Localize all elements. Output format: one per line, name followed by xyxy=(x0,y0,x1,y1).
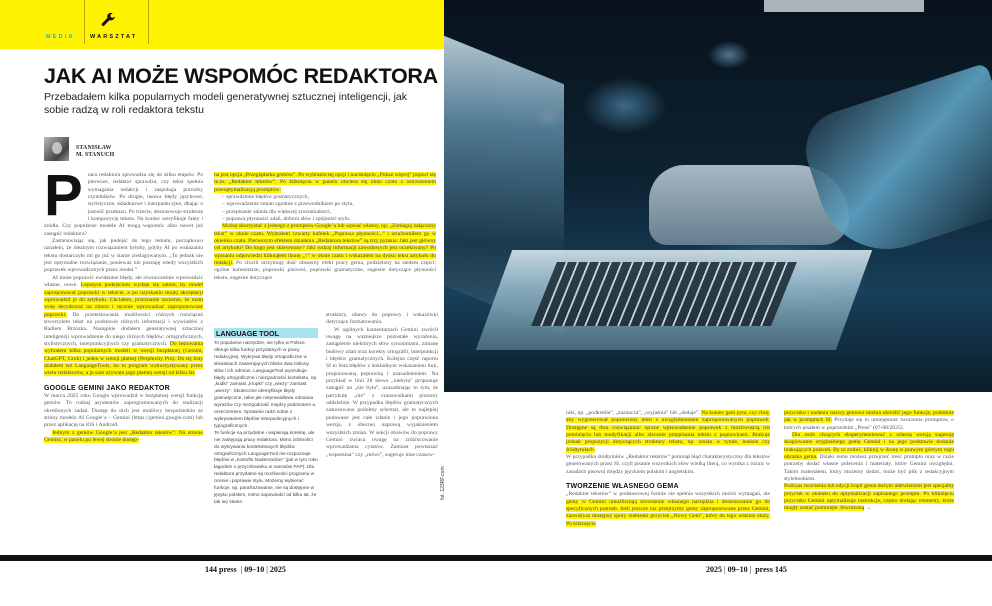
sidebar-body: To popularne narzędzie, nie tylko w Polsce, oferuje kilka funkcji przydatnych w pracy redakcyjnej. Wykrywa błędy ortograficzne w słownikach zawierających blisko dwa miliony słów i ich odmian. LanguageTool wyszukuje błędy ortograficzne i niezgodności kontekstu, np. „kudki” zamiast „kropki” czy „wieży” zamiast „wierzy”. Skutecznie identyfikuje błędy gramatyczne, takie jak nieprawidłowa odmiana wyrazów czy niezgodność między podmiotem a orzeczeniem. Sprawnie radzi sobie z wykrywaniem błędów interpunkcyjnych i typograficznych. Te funkcje są przydatne i wspierają korektę, ale nie zastępują pracy redaktora. Mimo zdolności do wykrywania kontekstowych błędów ortograficznych LanguageTool nie rozpoznaje błędów w „Kartoflo Nadervacilov” (jak w tym roku łagodnie o przyczłowieku w narratów PAP). Dla redaktora przydatne są możliwości programu w ocenie i poprawie stylu. Możemy wybierać funkcje, np. parafrazowanie, nie są dostępne w języku polskim, mimo zapowiedzi od kilku lat, że tak się stanie. xyxy=(214,341,318,505)
highlighted-text: Lepszym podejściem wydaje się zatem, by model zaproponował poprawki w tekście, a po uzyskaniu mojej akceptacji wprowadził je do artykułu. Chciałem, przeznanie szczerze, że mam wolę decydować na zimno i ręcznie wprowadzać zaproponowane poprawki. xyxy=(44,282,203,318)
continuation-arrow-icon: → xyxy=(865,505,872,512)
paragraph: W przypadku śródtytułów „Redaktor tekstów” pominął błąd charakterystyczny dla tekstów generowanych przez SI, czyli pisanie wszystkich słów wielką literą, co wynika z różnic w zasadach pisowni między językiem polskim i angielskim. xyxy=(566,454,770,475)
highlighted-text: na jest opcja „Przeglądarka gemów”. Po wybraniu tej opcji i naciśnięciu „Pokaż więcej” pojawi się m.in. „Redaktor tekstów”. Po kliknięciu w panelu otwiera się okno czatu z ostrzeżeniem przeoptymalizacją promptów: xyxy=(214,172,436,193)
highlighted-text: Do testowania wybrałem kilka popularnych modeli w wersji bezpłatnej (Gemini, ChatGPT, Grok) i jeden w wersji płatnej (Perplexity Pro). Do tej listy dodałem też LanguageTools, bo to program wykorzystywany przez wielu redaktorów, a ja sam używam jego płatnej wersji od kilku lat. xyxy=(44,340,204,377)
text-column-2 xyxy=(214,172,436,282)
issue: 09–10 xyxy=(727,565,748,574)
section-heading: TWORZENIE WŁASNEGO GEMA xyxy=(566,483,679,491)
list-item: – poprawa płynności zdań, doboru słów i spójności stylu. xyxy=(222,216,351,223)
paragraph: W ogólnych komentarzach Gemini zwrócił uwagę na ważniejsze pozostałe wyrażenia, zastąpienie niektórych słów synonimami, zmianę budowy zdań oraz korekty ortografii, interpunkcji i błędów gramatycznych. Kolejna część raportu SI to lista błędów z dokładnym wskazaniem linii, proponowaną poprawką i uzasadnieniem. Na przykład w linii 28 słowo „niebyła” proponuje zastąpić na „nie była”, uzasadniając to tym, że partykułę „nie” z czasownikami piszemy oddzielnie. W przypadku błędów gramatycznych zastosowano podobny schemat, ale to najlepiej podawane jest całe zdanie i jego poprawiona wersja, z obecnej naprawą wyjaśnieniem wszystkich zmian. W sekcji obawów do poprawy Gemini zwraca uwagę na zróżnicowanie wprowadzania cytatów. Zamiast powtarzać „wspomina” czy „mówi”, sugeruje inne czasow- xyxy=(326,326,438,458)
intro-paragraph: Praca redaktora sprowadza się do kilku etapów. Po pierwsze, redaktor sprawdza, czy tekst spełnia wymagania redakcji i zaspokaja potrzeby czytelników. Po drugie, usuwa błędy językowe, stylistyczne, składniowe i interpunkcyjne, dbając o jasność przekazu. Po trzecie, dostosowuje strukturę i kompozycję tekstu. Na koniec weryfikuje fakty i źródła. Czy popularne modele AI mogą wspomóc albo nawet już zastąpić redaktora? xyxy=(44,163,203,237)
header-divider xyxy=(84,0,85,44)
page-number: 145 xyxy=(774,565,787,574)
list-item: – wprowadzenie zmian zgodnie z przewodnikiem po stylu, xyxy=(222,201,354,208)
list-item: – przepisanie zdania dla większej zrozumiałości, xyxy=(222,208,332,215)
paragraph: W marcu 2025 roku Google wprowadził w bezpłatnej wersji funkcję gemów. To rodzaj asystentów zaprogramowanych do realizacji określonych zadań. Dostęp do nich jest możliwy bezpośrednio ze strony modelu AI Google’a – Gemini (https://gemini.google.com) lub przez aplikację na iOS i Android. xyxy=(44,392,203,429)
list-item: – sprawdzenie błędów gramatycznych, xyxy=(222,194,309,201)
drop-cap: P xyxy=(44,163,83,228)
text-column-5 xyxy=(784,410,954,513)
hero-photo-ai-robot-hand-laptop xyxy=(444,0,992,392)
subsection-label: WARSZTAT xyxy=(90,34,138,40)
header-divider xyxy=(148,0,149,44)
article-subtitle: Przebadałem kilka popularnych modeli generatywnej sztucznej inteligencji, jak sobie radzą w roli redaktora tekstu xyxy=(44,91,408,116)
section-header-band xyxy=(0,0,444,49)
sidebar-title: LANGUAGE TOOL xyxy=(214,328,318,338)
folio-left: 144 press | 09–10 | 2025 xyxy=(205,565,286,574)
year: 2025 xyxy=(706,565,722,574)
laptop-keyboard xyxy=(531,262,797,326)
author-photo xyxy=(44,137,69,161)
highlighted-text: Na koniec gem pyta, czy chcę, aby wygenerował poprawiony tekst z uwzględnieniem zaproponowanych poprawek. Dostępne są dwa rozwiązania: ręczne wprowadzenie poprawek z możliwością ich pominięcia lub modyfikacji albo zlecenie przepisania tekstu z poprawkami. Brakuje jednak propozycji dotyczących struktury tekstu, np. zmian w tytule, leadzie czy śródtytułach. xyxy=(566,410,770,453)
section-heading: GOOGLE GEMINI JAKO REDAKTOR xyxy=(44,384,170,392)
paragraph: niki, np. „podkreśla”, „zaznacza”, „wyjaśnia” lub „dodaje”. Na koniec gem pyta, czy chcę, aby wygenerował poprawiony tekst z uwzględnieniem zaproponowanych poprawek. Dostępne są dwa rozwiązania: ręczne wprowadzenie poprawek z możliwością ich pominięcia lub modyfikacji albo zlecenie przepisania tekstu z poprawkami. Brakuje jednak propozycji dotyczących struktury tekstu, np. zmian w tytule, leadzie czy śródtytułach. xyxy=(566,410,770,453)
highlighted-text: gemy w Gemini umożliwiają stworzenie własnego narzędzia i dostosowanie go do specyficznych potrzeb. Jeśli jeszcze raz przejrzymy gemy zaproponowane przez Gemini, zauważysz dostępny spory niebieski przycisk „Nowy Gem”, który do tego właśnie służy. Po kliknięciu xyxy=(566,498,770,527)
prompt-list xyxy=(214,194,436,223)
paragraph: Zastanawiając się, jak podejść do tego tematu, początkowo uznałem, że idealnym rozwiązaniem byłoby, gdyby AI po wskazaniu tekstu dostarczyło mi go już w stanie zredagowanym. „To jednak nie jest optymalne rozwiązanie, ponieważ nie poznaję wtedy wszystkich poprawek wprowadzonych przez model.” xyxy=(44,238,203,274)
paragraph: struktury, obawy do poprawy i wskazówki dotyczące formatowania. xyxy=(326,312,438,326)
issue: 09–10 xyxy=(244,565,265,574)
highlighted-text: Podczas tworzenia lub edycji kopii gema dużym ułatwieniem jest specjalny przycisk w okienku do optymalizacji zapisanego promptu. Po kliknięciu przycisku Gemini optymalizuje instrukcje, często dodając elementy, które mogły zostać pominięte. Stworzoną xyxy=(784,483,954,512)
brand: press xyxy=(219,565,237,574)
folio-right: 2025 | 09–10 | press 145 xyxy=(706,565,787,574)
brand: press xyxy=(755,565,773,574)
wrench-icon xyxy=(100,11,118,29)
paragraph: „Redaktor tekstów” w podstawowej formie nie spełnia wszystkich moich wymagań, ale gemy w Gemini umożliwiają stworzenie własnego narzędzia i dostosowanie go do specyficznych potrzeb. Jeśli jeszcze raz przejrzymy gemy zaproponowane przez Gemini, zauważysz dostępny spory niebieski przycisk „Nowy Gem”, który do tego właśnie służy. Po kliknięciu xyxy=(566,491,770,527)
page-number: 144 xyxy=(205,565,217,574)
highlighted-text: Można skorzystać z jednego z promptów Google’a lub wpisać własny, np. „Zredaguj załączony tekst” w oknie czatu. Wybrałem czwarty kafelek „Poprawa płynności...” i uruchomiłem go w okienku czatu. Pierwszym efektem działania „Redaktora tekstów” są trzy pytania: Jaki jest główny cel artykułu? Do kogo jest skierowany? Jaki rodzaj informacji zawodowych jest oczekiwany? Po wpisaniu odpowiedzi kliknąłem ikonę „↑” w oknie czatu i wskazałem na dysku tekst artykułu do redakcji. xyxy=(214,223,436,267)
paragraph xyxy=(784,483,954,512)
photo-light-glare xyxy=(764,0,924,12)
text-column-3 xyxy=(326,312,438,459)
text-column-4 xyxy=(566,410,770,528)
paragraph: przycisku i nadaniu nazwy gemowi można określić jego funkcje, podobnie jak w promptach SI. Przydaje się tu umiejętność tworzenia promptów, o których pisałem w poprzednim „Press” (07-08/2025). xyxy=(784,410,954,431)
highlighted-text: Dla osób chcących eksperymentować z własną wersją sugeruję skopiowanie oryginalnego gema Gemini i na jego podstawie dodanie brakujących poleceń. By to zrobić, kliknij w ikonę w prawym górnym rogu obrazka gema. xyxy=(784,432,954,461)
paragraph xyxy=(44,430,203,445)
paragraph: AI może poprawić ewidentne błędy, ale równocześnie wprowadzić własne, nowe. Lepszym podejściem wydaje się zatem, by model zaproponował poprawki w tekście, a po uzyskaniu mojej akceptacji wprowadził je do artykułu. Chciałem, przeznanie szczerze, że mam wolę decydować na zimno i ręcznie wprowadzać zaproponowane poprawki. Do przetestowania możliwości różnych rozwiązań stworzyłem tekst na podstawie różnych informacji i wywiadów z Radiem Brzózka. Następnie dodałem generatywnej sztucznej inteligencji wprowadzenie do niego różnych błędów: ortograficznych, stylistycznych, interpunkcyjnych czy gramatycznych. Do testowania wybrałem kilka popularnych modeli w wersji bezpłatnej (Gemini, ChatGPT, Grok) i jeden w wersji płatnej (Perplexity Pro). Do tej listy dodałem też LanguageTools, bo to program wykorzystywany przez wielu redaktorów, a ja sam używam jego płatnej wersji od kilku lat. xyxy=(44,274,204,377)
author-name: STANISŁAW M. STANUCH xyxy=(76,145,115,158)
highlighted-text: Jednym z gemów Google’a jest „Redaktor tekstów”. Na stronie Gemini, w panelu po lewej stronie dostęp- xyxy=(44,429,203,444)
photo-credit: fot. 123RF.com xyxy=(440,466,446,500)
footer-rule xyxy=(0,555,992,561)
paragraph xyxy=(214,172,436,194)
text-column-1 xyxy=(44,163,204,444)
year: 2025 xyxy=(269,565,286,574)
article-title: JAK AI MOŻE WSPOMÓC REDAKTORA xyxy=(44,64,438,88)
paragraph: Można skorzystać z jednego z promptów Google’a lub wpisać własny, np. „Zredaguj załączony tekst” w oknie czatu. Wybrałem czwarty kafelek „Poprawa płynności...” i uruchomiłem go w okienku czatu. Pierwszym efektem działania „Redaktora tekstów” są trzy pytania: Jaki jest główny cel artykułu? Do kogo jest skierowany? Jaki rodzaj informacji zawodowych jest oczekiwany? Po wpisaniu odpowiedzi kliknąłem ikonę „↑” w oknie czatu i wskazałem na dysku tekst artykułu do redakcji. Po chwili otrzymuję dość obszerny efekt pracy gema, podzielony na siedem części: ogólne komentarze, poprawki pisowni, poprawki gramatyczne, sugestie dotyczące płynności tekstu, sugestie dotyczące xyxy=(214,223,436,281)
paragraph: Dla osób chcących eksperymentować z własną wersją sugeruję skopiowanie oryginalnego gema Gemini i na jego podstawie dodanie brakujących poleceń. By to zrobić, kliknij w ikonę w prawym górnym rogu obrazka gema. Dzięki temu możesz przejrzeć treść promptu oraz w razie potrzeby dodać własne polecenia i materiały, które Gemini uwzględni. Takim materiałem, który możemy dodać, może być plik z redakcyjnym stylebookiem. xyxy=(784,432,954,483)
highlighted-text: przycisku i nadaniu nazwy gemowi można określić jego funkcje, podobnie jak w promptach SI. xyxy=(784,410,954,424)
languagetool-sidebar xyxy=(214,328,318,507)
section-label: MEDIA xyxy=(46,34,75,40)
